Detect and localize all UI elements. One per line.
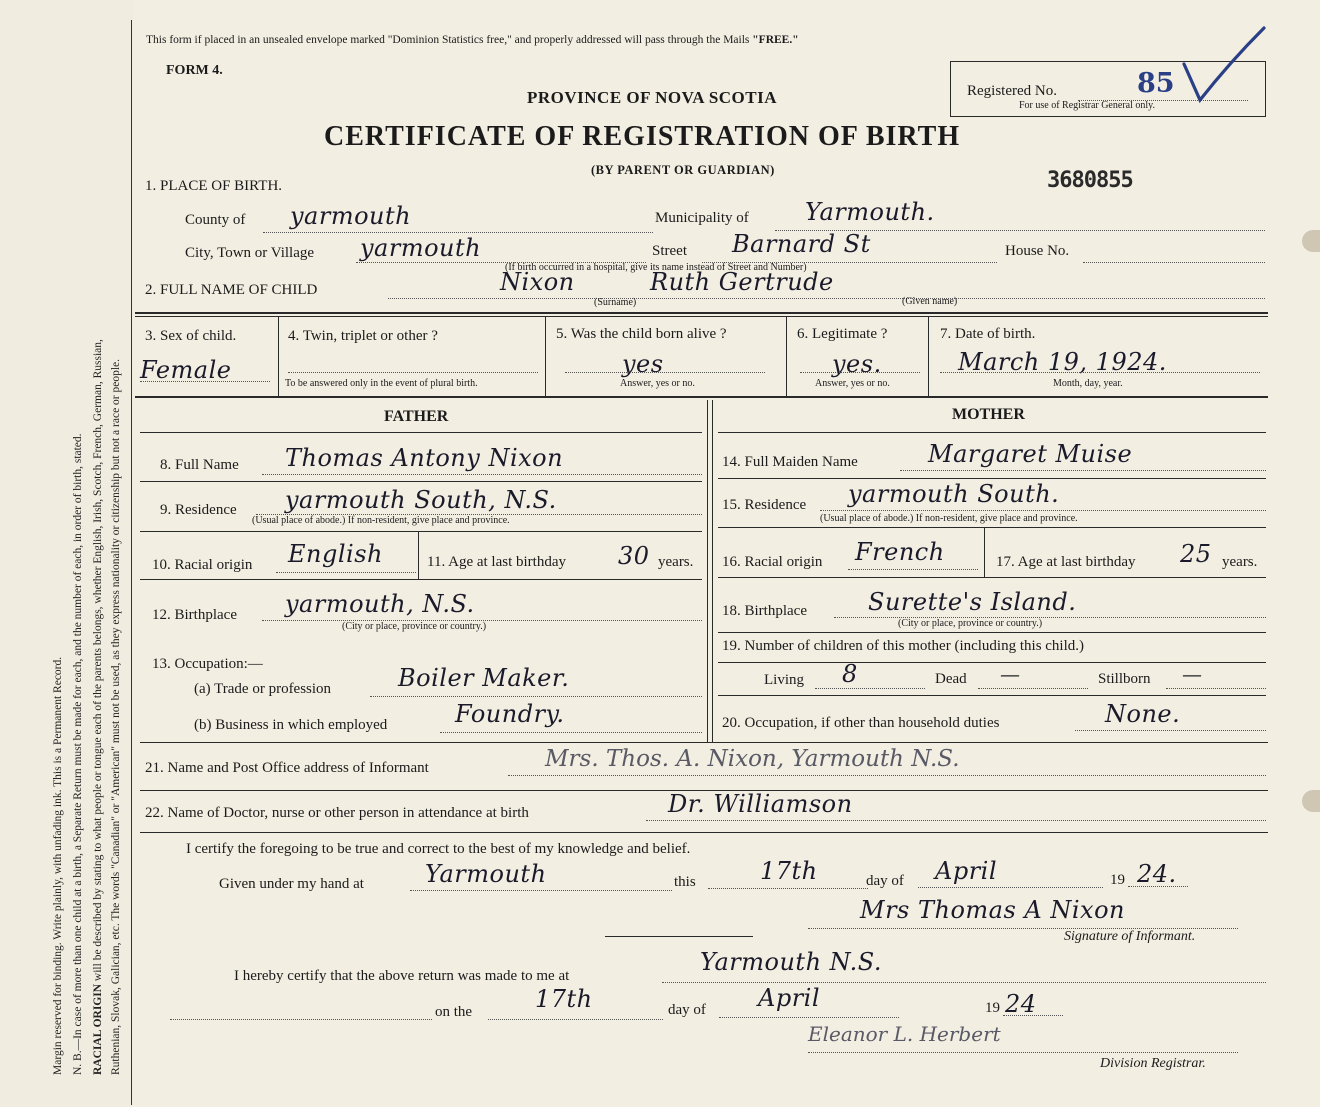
dead-line [978,688,1088,689]
father-name-line [262,474,702,475]
informant-signature: Mrs Thomas A Nixon [860,896,1125,924]
mother-children-label: 19. Number of children of this mother (including this child.) [722,638,1085,654]
father-name-label: 8. Full Name [160,457,239,473]
county-line [263,232,653,233]
given-year-prefix: 19 [1110,872,1125,888]
racial-origin-heading: RACIAL ORIGIN [92,983,104,1075]
father-rule-0 [140,432,702,433]
serial-number: 3680855 [1047,168,1133,193]
father-business-value: Foundry. [455,700,565,728]
dead-label: Dead [935,671,967,687]
sex-value: Female [140,356,232,384]
father-birthplace-value: yarmouth, N.S. [285,590,475,618]
page-title: CERTIFICATE OF REGISTRATION OF BIRTH [324,121,961,152]
legitimate-label: 6. Legitimate ? [797,326,888,342]
form-number: FORM 4. [166,63,223,78]
divider-5-6 [786,316,787,396]
municipality-value: Yarmouth. [805,198,935,226]
child-name-label: 2. FULL NAME OF CHILD [145,282,318,298]
date-of-birth-line [940,372,1260,373]
registrar-year-value: 24 [1005,990,1037,1018]
father-occupation-label: 13. Occupation:— [152,656,263,672]
mother-birthplace-label: 18. Birthplace [722,603,807,619]
certify-statement: I certify the foregoing to be true and correct to the best of my knowledge and belief. [186,841,691,857]
postal-note [146,34,799,46]
divider-3-4 [278,316,279,396]
father-birthplace-note: (City or place, province or country.) [342,621,487,632]
father-trade-label: (a) Trade or profession [194,681,332,697]
mother-rule-1 [718,478,1266,479]
given-place-value: Yarmouth [425,860,547,888]
given-dayof-label: day of [866,873,904,889]
street-value: Barnard St [732,230,871,258]
punch-hole-bottom [1302,790,1320,812]
legitimate-value: yes. [832,350,882,378]
registrar-signature: Eleanor L. Herbert [808,1022,1001,1046]
registrar-day-value: 17th [535,985,593,1013]
registrar-month-line [719,1017,899,1018]
divider-4-5 [545,316,546,396]
given-place-line [410,890,672,891]
father-rule-2 [140,531,702,532]
municipality-label: Municipality of [655,210,749,226]
hospital-note: (If birth occurred in a hospital, give its name instead of Street and Number) [505,262,807,273]
mother-birthplace-note: (City or place, province or country.) [898,618,1043,629]
father-residence-label: 9. Residence [160,502,237,518]
father-trade-line [370,696,702,697]
father-age-label: 11. Age at last birthday [427,554,566,570]
registered-number-label: Registered No. [967,83,1057,99]
mother-rule-2 [718,527,1266,528]
this-label: this [674,874,696,890]
father-trade-value: Boiler Maker. [398,664,570,692]
margin-note-racial-origin [92,339,104,1075]
given-under-label: Given under my hand at [219,876,364,892]
postal-free: "FREE." [752,34,799,46]
mother-heading: MOTHER [952,406,1025,423]
mother-residence-line [820,510,1266,511]
divider-6-7 [928,316,929,396]
father-race-label: 10. Racial origin [152,557,253,573]
street-label: Street [652,243,687,259]
child-surname-value: Nixon [500,268,575,296]
sex-line [140,381,270,382]
doctor-value: Dr. Williamson [668,790,853,818]
mother-birthplace-value: Surette's Island. [868,588,1077,616]
mother-race-value: French [855,538,945,566]
given-day-line [708,888,868,889]
margin-note-binding: Margin reserved for binding. Write plainly, with unfading ink. This is a Permanent Record. [52,656,64,1075]
sex-label: 3. Sex of child. [145,328,237,344]
house-number-line [1083,262,1265,263]
mother-age-value: 25 [1180,540,1212,568]
twin-label: 4. Twin, triplet or other ? [288,328,438,344]
mother-age-unit: years. [1222,554,1258,570]
mother-name-value: Margaret Muise [928,440,1133,468]
parents-divider [707,400,708,742]
father-rule-1 [140,481,702,482]
punch-hole-top [1302,230,1320,252]
given-name-note: (Given name) [902,296,958,307]
registrar-statement: I hereby certify that the above return was made to me at [234,968,570,984]
father-age-value: 30 [618,542,650,570]
date-of-birth-label: 7. Date of birth. [940,326,1036,342]
house-number-label: House No. [1005,243,1070,259]
mother-name-line [900,470,1266,471]
informant-signature-caption: Signature of Informant. [1064,929,1196,944]
parents-rule-bottom [140,742,1268,743]
margin-rule [131,20,132,1105]
born-alive-label: 5. Was the child born alive ? [556,326,727,342]
mother-rule-3 [718,577,1266,578]
registrar-month-value: April [758,984,821,1012]
given-year-value: 24. [1137,860,1177,888]
surname-note: (Surname) [594,297,637,308]
father-race-divider [418,531,419,579]
registrar-use-note: For use of Registrar General only. [1019,100,1155,111]
dead-value: — [1000,662,1020,686]
doctor-line [646,820,1266,821]
informant-value: Mrs. Thos. A. Nixon, Yarmouth N.S. [545,746,960,772]
city-label: City, Town or Village [185,245,315,261]
city-value: yarmouth [360,234,482,262]
child-given-name-value: Ruth Gertrude [650,268,834,296]
father-birthplace-label: 12. Birthplace [152,607,237,623]
twin-note: To be answered only in the event of plural birth. [285,378,478,389]
child-name-line [388,298,1265,299]
father-business-line [440,732,702,733]
born-alive-value: yes [622,350,664,378]
stillborn-line [1166,688,1266,689]
date-of-birth-note: Month, day, year. [1053,378,1123,389]
father-residence-value: yarmouth South, N.S. [285,486,557,514]
father-race-value: English [288,540,383,568]
doctor-label: 22. Name of Doctor, nurse or other person in attendance at birth [145,805,529,821]
born-alive-note: Answer, yes or no. [620,378,695,389]
registrar-place-value: Yarmouth N.S. [700,948,882,976]
living-label: Living [764,672,804,688]
mother-race-line [848,569,978,570]
margin-note-multiple-births: N. B.—In case of more than one child at a birth, a Separate Return must be made for each, and the number of each, in order of birth, stated. [72,433,84,1075]
father-rule-3 [140,579,702,580]
father-residence-note: (Usual place of abode.) If non-resident, give place and province. [252,515,510,526]
father-name-value: Thomas Antony Nixon [285,444,564,472]
parents-divider-inner [712,400,713,742]
mother-name-label: 14. Full Maiden Name [722,454,858,470]
stillborn-value: — [1182,662,1202,686]
county-label: County of [185,212,246,228]
stillborn-label: Stillborn [1098,671,1151,687]
section-rule-row [135,396,1268,398]
born-alive-line [565,372,765,373]
mother-occupation-value: None. [1105,700,1181,728]
registrar-place-line [662,982,1266,983]
mother-rule-4 [718,632,1266,633]
registered-number-value: 85 [1137,68,1175,99]
father-heading: FATHER [384,408,449,425]
informant-label: 21. Name and Post Office address of Informant [145,760,429,776]
mother-residence-label: 15. Residence [722,497,807,513]
legitimate-note: Answer, yes or no. [815,378,890,389]
registrar-dayof-label: day of [668,1002,706,1018]
mother-race-divider [984,527,985,577]
mother-race-label: 16. Racial origin [722,554,823,570]
given-month-line [918,887,1103,888]
registrar-blank-line [170,1019,432,1020]
father-business-label: (b) Business in which employed [194,717,388,733]
racial-origin-text: will be described by stating to what people or tongue each of the parents belongs, whether English, Irish, Scotch, French, German, Russian, [92,339,104,984]
informant-short-rule [605,936,753,937]
given-day-value: 17th [760,857,818,885]
postal-note-text: This form if placed in an unsealed envelope marked "Dominion Statistics free," and properly addressed will pass through the Mails [146,34,750,46]
registrar-signature-line [808,1052,1238,1053]
twin-line [288,372,538,373]
mother-occupation-line [1075,730,1266,731]
registrar-year-prefix: 19 [985,1000,1000,1016]
legitimate-line [800,372,920,373]
section-rule-top-inner [135,316,1268,317]
mother-age-label: 17. Age at last birthday [996,554,1136,570]
province-heading: PROVINCE OF NOVA SCOTIA [527,88,778,107]
date-of-birth-value: March 19, 1924. [958,348,1167,376]
father-age-unit: years. [658,554,694,570]
informant-line [508,775,1266,776]
margin-note-nationality: Ruthenian, Slovak, Galician, etc. The words "Canadian" or "American" must not be used, as they express nationality or citizenship but not a race or people. [110,358,122,1075]
doctor-rule [140,832,1268,833]
registrar-on-label: on the [435,1004,473,1020]
given-month-value: April [935,857,998,885]
living-value: 8 [842,660,858,688]
father-race-line [276,572,416,573]
section-rule-top [135,312,1268,314]
page-subtitle: (BY PARENT OR GUARDIAN) [591,163,775,177]
mother-residence-note: (Usual place of abode.) If non-resident, give place and province. [820,513,1078,524]
mother-residence-value: yarmouth South. [848,480,1060,508]
mother-rule-6 [718,695,1266,696]
mother-rule-0 [718,432,1266,433]
blue-checkmark-icon [1180,22,1270,112]
registrar-day-line [488,1019,663,1020]
living-line [815,688,925,689]
county-value: yarmouth [290,202,412,230]
place-of-birth-heading: 1. PLACE OF BIRTH. [145,178,283,194]
mother-occupation-label: 20. Occupation, if other than household duties [722,715,1000,731]
registrar-caption: Division Registrar. [1100,1056,1206,1071]
